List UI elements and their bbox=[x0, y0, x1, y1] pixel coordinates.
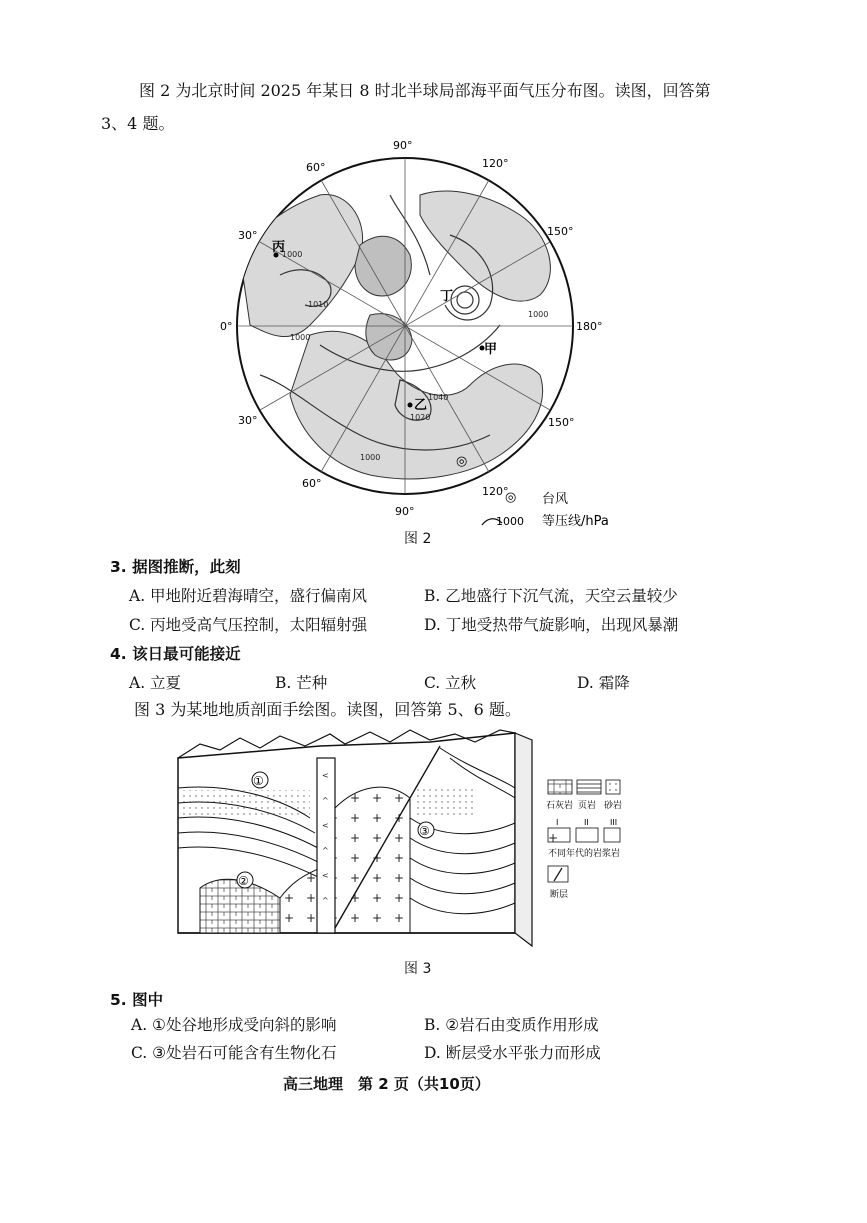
typhoon-legend-icon: ◎ bbox=[505, 490, 517, 505]
intro-fig2-line2: 3、4 题。 bbox=[101, 114, 175, 133]
lon-label-tr: 120° bbox=[482, 157, 509, 170]
legend-roman-1: I bbox=[556, 818, 559, 827]
lon-label-ur: 150° bbox=[547, 225, 574, 238]
svg-text:<: < bbox=[322, 821, 329, 830]
intro-fig2-line1: 图 2 为北京时间 2025 年某日 8 时北半球局部海平面气压分布图。读图，回答第 bbox=[139, 81, 711, 100]
magmatic-swatch bbox=[604, 828, 620, 842]
magmatic-swatch bbox=[576, 828, 598, 842]
lon-label-left: 0° bbox=[220, 320, 233, 333]
q5-option-d: D. 断层受水平张力而形成 bbox=[424, 1044, 601, 1062]
svg-text:<: < bbox=[322, 771, 329, 780]
q3-option-d: D. 丁地受热带气旋影响，出现风暴潮 bbox=[424, 616, 679, 634]
place-yi: 乙 bbox=[414, 398, 428, 413]
page-footer: 高三地理 第 2 页（共10页） bbox=[283, 1075, 490, 1093]
magmatic-swatch bbox=[548, 828, 570, 842]
limestone-swatch bbox=[548, 780, 572, 794]
legend-isobar-sample: 1000 bbox=[496, 515, 524, 528]
legend-roman-3: III bbox=[610, 818, 618, 827]
q5-option-a: A. ①处谷地形成受向斜的影响 bbox=[131, 1016, 337, 1034]
svg-text:<: < bbox=[322, 871, 329, 880]
sandstone-swatch bbox=[606, 780, 620, 794]
isobar-value: 1000 bbox=[528, 310, 549, 319]
legend-magmatic: 不同年代的岩浆岩 bbox=[548, 849, 621, 859]
q4-option-c: C. 立秋 bbox=[424, 674, 477, 692]
marker-3: ③ bbox=[419, 824, 430, 838]
isobar-value: 1010 bbox=[308, 300, 329, 309]
q4-option-b: B. 芒种 bbox=[275, 674, 328, 692]
place-ding: 丁 bbox=[440, 289, 454, 304]
lon-label-tl: 60° bbox=[306, 161, 326, 174]
figure-3-caption: 图 3 bbox=[404, 961, 432, 977]
intro-fig3: 图 3 为某地地质剖面手绘图。读图，回答第 5、6 题。 bbox=[134, 700, 521, 719]
legend-typhoon-label: 台风 bbox=[542, 492, 569, 507]
isobar-value: 1000 bbox=[360, 453, 381, 462]
question-4-stem: 4. 该日最可能接近 bbox=[110, 645, 241, 663]
q4-option-a: A. 立夏 bbox=[129, 674, 182, 692]
legend-isobar-label: 等压线/hPa bbox=[542, 514, 609, 529]
legend-sandstone: 砂岩 bbox=[604, 801, 623, 811]
figure-2-pressure-map bbox=[220, 135, 640, 530]
question-3-stem: 3. 据图推断，此刻 bbox=[110, 558, 241, 576]
q3-option-b: B. 乙地盛行下沉气流，天空云量较少 bbox=[424, 587, 678, 605]
lon-label-right: 180° bbox=[576, 320, 603, 333]
svg-text:^: ^ bbox=[322, 846, 329, 855]
q5-option-b: B. ②岩石由变质作用形成 bbox=[424, 1016, 599, 1034]
marker-2: ② bbox=[238, 874, 249, 888]
legend-limestone: 石灰岩 bbox=[546, 801, 574, 811]
shale-swatch bbox=[577, 780, 601, 794]
isobar-value: 1000 bbox=[290, 333, 311, 342]
svg-text:^: ^ bbox=[322, 896, 329, 905]
lon-label-br: 120° bbox=[482, 485, 509, 498]
q3-option-c: C. 丙地受高气压控制，太阳辐射强 bbox=[129, 616, 368, 634]
figure-3-geologic-section bbox=[170, 728, 623, 948]
lon-label-top: 90° bbox=[393, 139, 413, 152]
q4-option-d: D. 霜降 bbox=[577, 674, 630, 692]
q3-option-a: A. 甲地附近碧海晴空，盛行偏南风 bbox=[129, 587, 368, 605]
marker-1: ① bbox=[253, 774, 264, 788]
svg-text:^: ^ bbox=[322, 796, 329, 805]
typhoon-icon: ◎ bbox=[456, 454, 468, 469]
lon-label-bottom: 90° bbox=[395, 505, 415, 518]
lon-label-ll: 30° bbox=[238, 414, 258, 427]
isobar-value: 1020 bbox=[410, 413, 431, 422]
isobar-value: 1040 bbox=[428, 393, 449, 402]
place-jia: 甲 bbox=[484, 342, 498, 357]
legend-roman-2: II bbox=[584, 818, 589, 827]
lon-label-lr: 150° bbox=[548, 416, 575, 429]
fig3-legend bbox=[546, 780, 622, 900]
lon-label-bl: 60° bbox=[302, 477, 322, 490]
figure-2-caption: 图 2 bbox=[404, 531, 432, 547]
isobar-value: 1000 bbox=[282, 250, 303, 259]
place-bing: 丙 bbox=[272, 240, 286, 255]
legend-fault: 断层 bbox=[550, 890, 569, 900]
legend-shale: 页岩 bbox=[578, 801, 597, 811]
q5-option-c: C. ③处岩石可能含有生物化石 bbox=[131, 1044, 337, 1062]
question-5-stem: 5. 图中 bbox=[110, 991, 164, 1009]
lon-label-ul: 30° bbox=[238, 229, 258, 242]
